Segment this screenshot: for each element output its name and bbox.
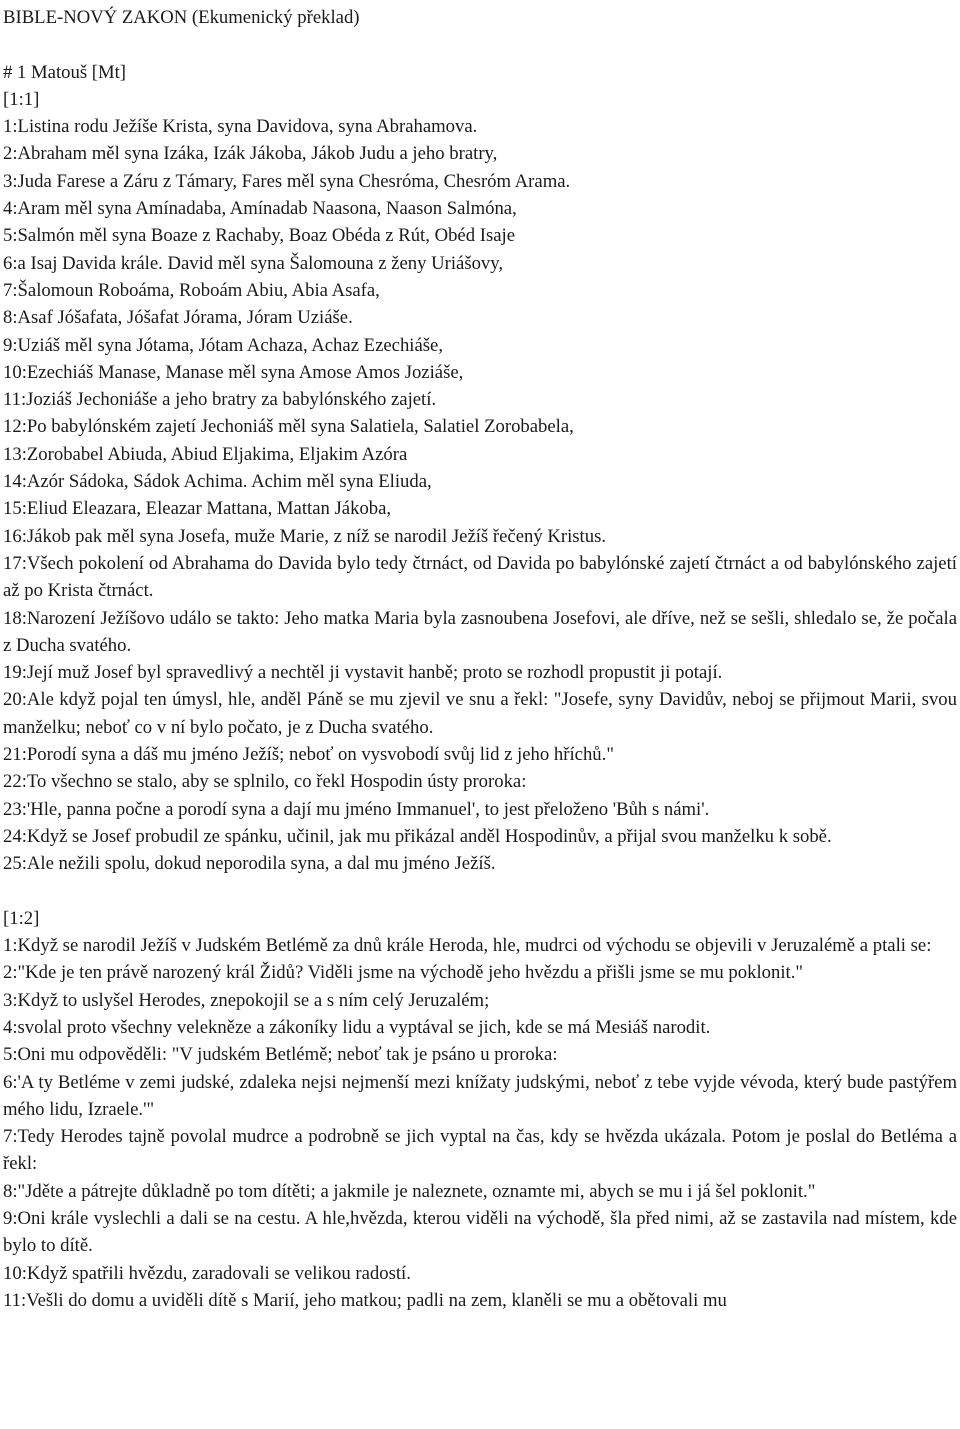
verse: 23:'Hle, panna počne a porodí syna a dají mu jméno Immanuel', to jest přeloženo 'Bůh s námi'.: [3, 798, 710, 820]
chapter-1-1: [3, 86, 957, 878]
verse: 16:Jákob pak měl syna Josefa, muže Marie, z níž se narodil Ježíš řečený Kristus.: [3, 525, 607, 547]
verse: 10:Ezechiáš Manase, Manase měl syna Amose Amos Joziáše,: [3, 361, 464, 383]
verse: 2:"Kde je ten právě narozený král Židů? Viděli jsme na východě jeho hvězdu a přišli jsme se mu poklonit.": [3, 962, 804, 984]
verse: 25:Ale nežili spolu, dokud neporodila syna, a dal mu jméno Ježíš.: [3, 853, 496, 875]
document-page: [3, 4, 957, 1314]
verse: 24:Když se Josef probudil ze spánku, učinil, jak mu přikázal anděl Hospodinův, a přijal svou manželku k sobě.: [3, 825, 832, 847]
blank-line: [3, 31, 957, 58]
verse: 11:Vešli do domu a uviděli dítě s Marií, jeho matkou; padli na zem, klaněli se mu a obětovali mu: [3, 1289, 727, 1311]
verse: 18:Narození Ježíšovo událo se takto: Jeho matka Maria byla zasnoubena Josefovi, ale dříve, než se sešli, shledalo se, že počala z Ducha svatého.: [3, 607, 957, 656]
verse: 15:Eliud Eleazara, Eleazar Mattana, Mattan Jákoba,: [3, 498, 392, 520]
verse: 6:a Isaj Davida krále. David měl syna Šalomouna z ženy Uriášovy,: [3, 252, 504, 274]
verse: 5:Salmón měl syna Boaze z Rachaby, Boaz Obéda z Rút, Obéd Isaje: [3, 225, 516, 247]
verse: 7:Tedy Herodes tajně povolal mudrce a podrobně se jich vyptal na čas, kdy se hvězda ukázala. Potom je poslal do Betléma a řekl:: [3, 1126, 957, 1175]
verse: 20:Ale když pojal ten úmysl, hle, anděl Páně se mu zjevil ve snu a řekl: "Josefe, syny Davidův, neboj se přijmout Marii, svou manželku; neboť co v ní bylo počato, je z Ducha svatého.: [3, 689, 957, 738]
book-heading: # 1 Matouš [Mt]: [3, 61, 127, 83]
verse: 10:Když spatřili hvězdu, zaradovali se velikou radostí.: [3, 1262, 411, 1284]
document-title: BIBLE-NOVÝ ZAKON (Ekumenický překlad): [3, 7, 360, 28]
verse: 7:Šalomoun Roboáma, Roboám Abiu, Abia Asafa,: [3, 279, 380, 301]
verse: 12:Po babylónském zajetí Jechoniáš měl syna Salatiela, Salatiel Zorobabela,: [3, 416, 574, 438]
verse: 9:Uziáš měl syna Jótama, Jótam Achaza, Achaz Ezechiáše,: [3, 334, 444, 356]
verse: 1:Když se narodil Ježíš v Judském Betlémě za dnů krále Heroda, hle, mudrci od východu se objevili v Jeruzalémě a ptali se:: [3, 935, 932, 957]
chapter-1-2: [3, 905, 957, 1314]
chapter-ref: [1:2]: [3, 907, 40, 929]
verse: 13:Zorobabel Abiuda, Abiud Eljakima, Eljakim Azóra: [3, 443, 408, 465]
verse: 17:Všech pokolení od Abrahama do Davida bylo tedy čtrnáct, od Davida po babylónské zajetí čtrnáct a od babylónského zajetí až po Krista čtrnáct.: [3, 552, 957, 602]
verse: 11:Joziáš Jechoniáše a jeho bratry za babylónského zajetí.: [3, 389, 437, 411]
verse: 5:Oni mu odpověděli: "V judském Betlémě; neboť tak je psáno u proroka:: [3, 1044, 558, 1066]
verse: 14:Azór Sádoka, Sádok Achima. Achim měl syna Eliuda,: [3, 471, 432, 493]
blank-line: [3, 878, 957, 905]
verse: 3:Juda Farese a Záru z Támary, Fares měl syna Chesróma, Chesróm Arama.: [3, 170, 571, 192]
verse: 9:Oni krále vyslechli a dali se na cestu. A hle,hvězda, kterou viděli na východě, šla před nimi, až se zastavila nad místem, kde bylo to dítě.: [3, 1208, 957, 1257]
verse: 3:Když to uslyšel Herodes, znepokojil se a s ním celý Jeruzalém;: [3, 989, 490, 1011]
verse: 22:To všechno se stalo, aby se splnilo, co řekl Hospodin ústy proroka:: [3, 771, 527, 793]
chapter-ref: [1:1]: [3, 88, 40, 110]
verse: 6:'A ty Betléme v zemi judské, zdaleka nejsi nejmenší mezi knížaty judskými, neboť z tebe vyjde vévoda, který bude pastýřem mého lidu, Izraele.'": [3, 1071, 957, 1120]
verse: 21:Porodí syna a dáš mu jméno Ježíš; neboť on vysvobodí svůj lid z jeho hříchů.": [3, 744, 614, 766]
verse: 1:Listina rodu Ježíše Krista, syna Davidova, syna Abrahamova.: [3, 116, 478, 138]
verse: 4:Aram měl syna Amínadaba, Amínadab Naasona, Naason Salmóna,: [3, 198, 517, 220]
verse: 8:Asaf Jóšafata, Jóšafat Jórama, Jóram Uziáše.: [3, 307, 353, 329]
verse: 19:Její muž Josef byl spravedlivý a nechtěl ji vystavit hanbě; proto se rozhodl propustit ji potají.: [3, 662, 723, 684]
verse: 8:"Jděte a pátrejte důkladně po tom dítěti; a jakmile je naleznete, oznamte mi, abych se mu i já šel poklonit.": [3, 1180, 816, 1202]
verse: 2:Abraham měl syna Izáka, Izák Jákoba, Jákob Judu a jeho bratry,: [3, 143, 498, 165]
verse: 4:svolal proto všechny velekněze a zákoníky lidu a vyptával se jich, kde se má Mesiáš narodit.: [3, 1016, 711, 1038]
